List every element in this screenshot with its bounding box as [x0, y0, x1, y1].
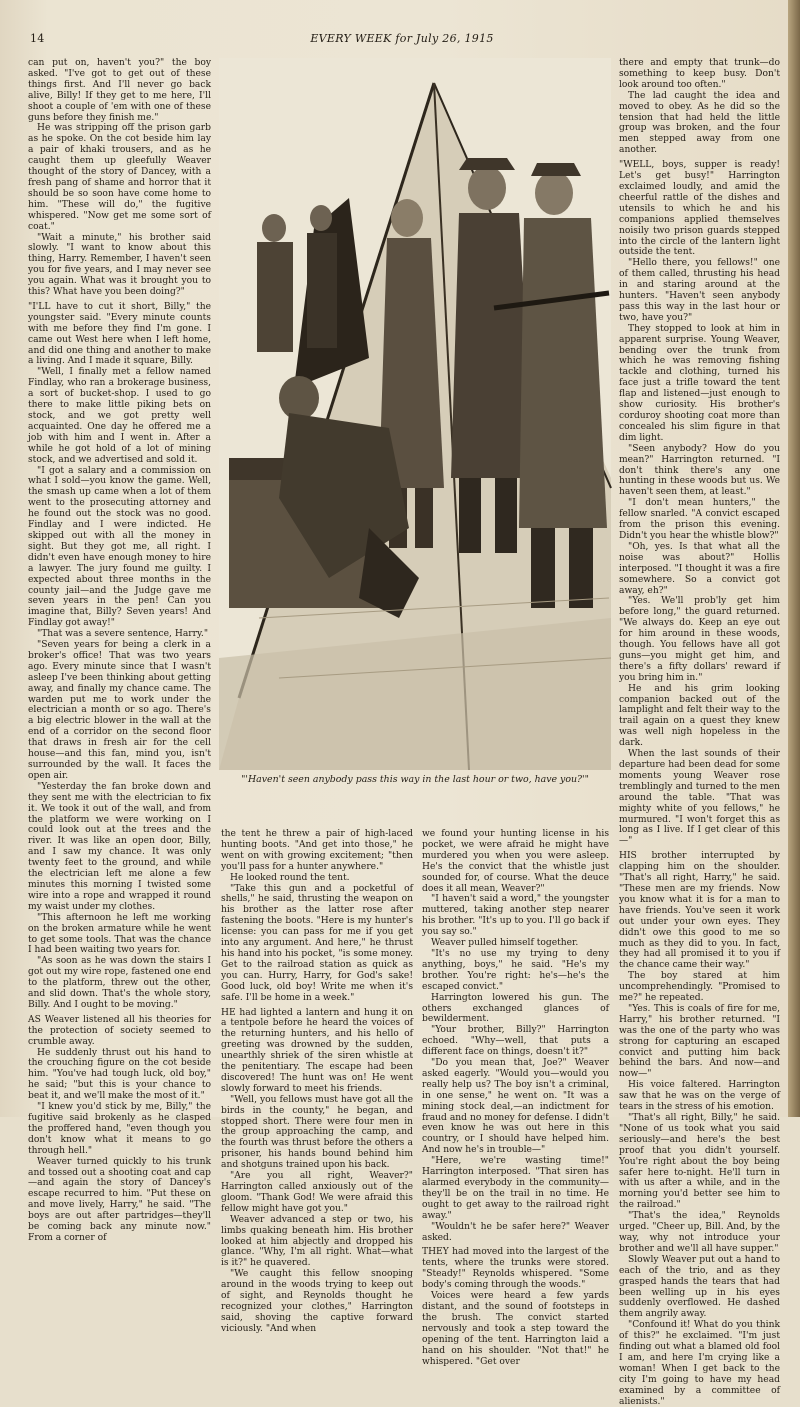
paragraph: He and his grim looking companion backed out of the lamplight and felt their way to the trail again on a quest they knew was well nigh hopeless in the dark. [619, 683, 780, 749]
paragraph: can put on, haven't you?" the boy asked. "I've got to get out of these things first. And I'll never go back alive, Billy! If they get to me here, I'll shoot a couple of 'em with one of these guns before they finish me." [28, 58, 211, 123]
paragraph: He was stripping off the prison garb as he spoke. On the cot beside him lay a pair of khaki trousers, and as he caught them up gleefully Weaver thought of the story of Dancey, with a fresh pang of shame and horror that it should be so soon have come home to him. "These will do," the fugitive whispered. "Now get me some sort of coat." [28, 123, 211, 232]
paragraph: "Take this gun and a pocketful of shells," he said, thrusting the weapon on his brother as the latter rose after fastening the boots. "Here is my hunter's license: you can pass for me if you get into any argument. And here," he thrust his hand into his pocket, "is some money. Get to the railroad station as quick as you can. Hurry, Harry, for God's sake! Good luck, old boy! Write me when it's safe. I'll be home in a week." [221, 883, 413, 1003]
paragraph: "Do you mean that, Joe?" Weaver asked eagerly. "Would you—would you really help us? The boy isn't a criminal, in one sense," he went on. "It was a mining stock deal,—an indictment for fraud and no money for defense. I didn't even know he was out here in this country, or I should have helped him. And now he's in trouble—" [422, 1058, 609, 1156]
story-illustration [219, 58, 611, 770]
paragraph: "That's the idea," Reynolds urged. "Cheer up, Bill. And, by the way, why not introduce your brother and we'll all have supper." [619, 1211, 780, 1254]
paragraph: Weaver advanced a step or two, his limbs quaking beneath him. His brother looked at him abjectly and dropped his glance. "Why, I'm all right. What—what is it?" he quavered. [221, 1214, 413, 1269]
paragraph: "As soon as he was down the stairs I got out my wire rope, fastened one end to the platform, threw out the other, and slid down. That's the whole story, Billy. And I ought to be moving." [28, 956, 211, 1010]
paragraph: "Wait a minute," his brother said slowly. "I want to know about this thing, Harry. Remember, I haven't seen you for five years, and I may never see you again. What was it brought you to this? What have you been doing?" [28, 232, 211, 298]
paragraph: the tent he threw a pair of high-laced hunting boots. "And get into those," he went on with growing excitement; "then you'll pass for a hunter anywhere." [221, 829, 413, 872]
paragraph: Harrington lowered his gun. The others exchanged glances of bewilderment. [422, 992, 609, 1025]
page-header [26, 32, 778, 48]
paragraph: HE had lighted a lantern and hung it on a tentpole before he heard the voices of the returning hunters, and his hello of greeting was drowned by the sudden, unearthly shriek of the siren whistle at the penitentiary. The escape had been discovered! The hunt was on! He went slowly forward to meet his friends. [221, 1007, 413, 1094]
tent-scene-drawing [219, 58, 611, 770]
illustration-caption: "'Haven't seen anybody pass this way in the last hour or two, have you?'" [241, 774, 589, 785]
paragraph: "I haven't said a word," the youngster muttered, taking another step nearer his brother. "It's up to you. I'll go back if you say so." [422, 894, 609, 938]
page-number: 14 [30, 32, 45, 45]
paragraph: "I knew you'd stick by me, Billy," the fugitive said brokenly as he clasped the proffered hand, "even though you don't know what it means to go through hell." [28, 1102, 211, 1156]
paragraph: "Here, we're wasting time!" Harrington interposed. "That siren has alarmed everybody in the community—they'll be on the trail in no time. He ought to get away to the railroad right away." [422, 1156, 609, 1221]
text-column-4 [619, 58, 780, 1407]
running-title: EVERY WEEK for July 26, 1915 [310, 32, 494, 45]
paragraph: Slowly Weaver put out a hand to each of the trio, and as they grasped hands the tears that had been welling up in his eyes suddenly overflowed. He dashed them angrily away. [619, 1254, 780, 1320]
paragraph: "Confound it! What do you think of this?" he exclaimed. "I'm just finding out what a blamed old fool I am, and here I'm crying like a woman! When I get back to the city I'm going to have my head examined by a committee of alienists." [619, 1320, 780, 1407]
paragraph: "I don't mean hunters," the fellow snarled. "A convict escaped from the prison this evening. Didn't you hear the whistle blow?" [619, 498, 780, 541]
paragraph: "Well, you fellows must have got all the birds in the county," he began, and stopped short. There were four men in the group approaching the camp, and the fourth was thrust before the others a prisoner, his hands bound behind him and shotguns trained upon his back. [221, 1094, 413, 1171]
paragraph: THEY had moved into the largest of the tents, where the trunks were stored. "Steady!" Reynolds whispered. "Some body's coming through the woods." [422, 1247, 609, 1291]
paragraph: He suddenly thrust out his hand to the crouching figure on the cot beside him. "You've had tough luck, old boy," he said; "but this is your chance to beat it, and we'll make the most of it." [28, 1047, 211, 1102]
paragraph: The boy stared at him uncomprehendingly. "Promised to me?" he repeated. [619, 971, 780, 1004]
paragraph: "Are you all right, Weaver?" Harrington called anxiously out of the gloom. "Thank God! We were afraid this fellow might have got you." [221, 1171, 413, 1214]
text-column-2 [221, 829, 413, 1334]
paragraph: He looked round the tent. [230, 872, 350, 883]
paragraph: HIS brother interrupted by clapping him on the shoulder. "That's all right, Harry," he said. "These men are my friends. Now you know what it is for a man to have friends. You've seen it work out under your own eyes. They didn't owe this good to me so much as they did to you. In fact, they had all promised it to you if the chance came their way." [619, 851, 780, 971]
paragraph: "We caught this fellow snooping around in the woods trying to keep out of sight, and Reynolds thought he recognized your clothes," Harrington said, shoving the captive forward viciously. "And when [221, 1269, 413, 1334]
book-spine [788, 0, 800, 1117]
paragraph: there and empty that trunk—do something to keep busy. Don't look around too often." [619, 58, 780, 90]
paragraph: "Yesterday the fan broke down and they sent me with the electrician to fix it. We took it out of the wall, and from the platform we were working on I could look out at the trees and the river. It was like an open door, Billy, and I saw my chance. It was only twenty feet to the ground, and while the electrician left me alone a few minutes this morning I twisted some wire into a rope and wrapped it round my waist under my clothes. [28, 781, 211, 912]
paragraph: "This afternoon he left me working on the broken armature while he went to get some tools. That was the chance I had been waiting two years for. [28, 912, 211, 956]
paragraph: "Your brother, Billy?" Harrington echoed. "Why—well, that puts a different face on things, doesn't it?" [422, 1025, 609, 1058]
paragraph: When the last sounds of their departure had been dead for some moments young Weaver rose tremblingly and turned to the men around the table. "That was mighty white of you fellows," he murmured. "I won't forget this as long as I live. If I get clear of this—" [619, 749, 780, 847]
paragraph: "Hello there, you fellows!" one of them called, thrusting his head in and staring around at the hunters. "Haven't seen anybody pass this way in the last hour or two, have you?" [619, 258, 780, 323]
paragraph: "Oh, yes. Is that what all the noise was about?" Hollis interposed. "I thought it was a fire somewhere. So a convict got away, eh?" [619, 541, 780, 596]
paragraph: "I'LL have to cut it short, Billy," the youngster said. "Every minute counts with me before they find I'm gone. I came out West here when I left home, and did one thing and another to make a living. And I made it square, Billy. [28, 301, 211, 367]
text-column-1 [28, 58, 211, 1243]
paragraph: we found your hunting license in his pocket, we were afraid he might have murdered you when you were asleep. He's the convict that the whistle just sounded for, of course. What the deuce does it all mean, Weaver?" [422, 829, 609, 894]
paragraph: "Wouldn't he be safer here?" Weaver asked. [422, 1221, 609, 1243]
paragraph: His voice faltered. Harrington saw that he was on the verge of tears in the stress of his emotion. [619, 1080, 780, 1113]
paragraph: "Well, I finally met a fellow named Findlay, who ran a brokerage business, a sort of bucket-shop. I used to go there to make little piking bets on stock, and we got pretty well acquainted. One day he offered me a job with him and I went in. After a while he got hold of a lot of mining stock, and we advertised and sold it. [28, 367, 211, 465]
paragraph: Voices were heard a few yards distant, and the sound of footsteps in the brush. The convict started nervously and took a step toward the opening of the tent. Harrington laid a hand on his shoulder. "Not that!" he whispered. "Get over [422, 1291, 609, 1367]
paragraph: "It's no use my trying to deny anything, boys," he said. "He's my brother. You're right: he's—he's the escaped convict." [422, 948, 609, 992]
paragraph: "WELL, boys, supper is ready! Let's get busy!" Harrington exclaimed loudly, and amid the cheerful rattle of the dishes and utensils to which he and his companions applied themselves noisily two prison guards stepped into the circle of the lantern light outside the tent. [619, 160, 780, 258]
paragraph: They stopped to look at him in apparent surprise. Young Weaver, bending over the trunk from which he was removing fishing tackle and clothing, turned his face just a trifle toward the tent flap and listened—just enough to show curiosity. His brother's corduroy shooting coat more than concealed his slim figure in that dim light. [619, 323, 780, 443]
paragraph: "Yes. This is coals of fire for me, Harry," his brother returned. "I was the one of the party who was strong for capturing an escaped convict and putting him back behind the bars. And now—and now—" [619, 1003, 780, 1080]
paragraph: "That was a severe sentence, Harry." [37, 629, 209, 640]
paragraph: "Seven years for being a clerk in a broker's office! That was two years ago. Every minute since that I wasn't asleep I've been thinking about getting away, and finally my chance came. The warden put me to work under the electrician a month or so ago. There's a big electric blower in the wall at the end of a corridor on the second floor that draws in fresh air for the cell house—and this fan, mind you, isn't surrounded by the wall. It faces the open air. [28, 640, 211, 781]
paragraph: AS Weaver listened all his theories for the protection of society seemed to crumble away. [28, 1014, 211, 1047]
paragraph: "That's all right, Billy," he said. "None of us took what you said seriously—and here's the best proof that you didn't yourself. You're right about the boy being safer here to-night. He'll turn in with us after a while, and in the morning you'd better see him to the railroad." [619, 1113, 780, 1211]
text-column-3 [422, 829, 609, 1367]
paragraph: The lad caught the idea and moved to obey. As he did so the tension that had held the little group was broken, and the four men stepped away from one another. [619, 90, 780, 156]
paragraph: "I got a salary and a commission on what I sold—you know the game. Well, the smash up came when a lot of them went to the prosecuting attorney and he found out the stock was no good. Findlay and I were indicted. He skipped out with all the money in sight. But they got me, all right. I didn't even have enough money to hire a lawyer. The jury found me guilty. I expected about three months in the county jail—and the Judge gave me seven years in the pen! Can you imagine that, Billy? Seven years! And Findlay got away!" [28, 465, 211, 629]
paragraph: Weaver turned quickly to his trunk and tossed out a shooting coat and cap—and again the story of Dancey's escape recurred to him. "Put these on and move lively, Harry," he said. "The boys are out after partridges—they'll be coming back any minute now." From a corner of [28, 1156, 211, 1243]
paragraph: "Yes. We'll prob'ly get him before long," the guard returned. "We always do. Keep an eye out for him around in these woods, though. You fellows have all got guns—you might get him, and there's a fifty dollars' reward if you bring him in." [619, 596, 780, 683]
paragraph: "Seen anybody? How do you mean?" Harrington returned. "I don't think there's any one hunting in these woods but us. We haven't seen them, at least." [619, 443, 780, 498]
paragraph: Weaver pulled himself together. [431, 938, 579, 949]
